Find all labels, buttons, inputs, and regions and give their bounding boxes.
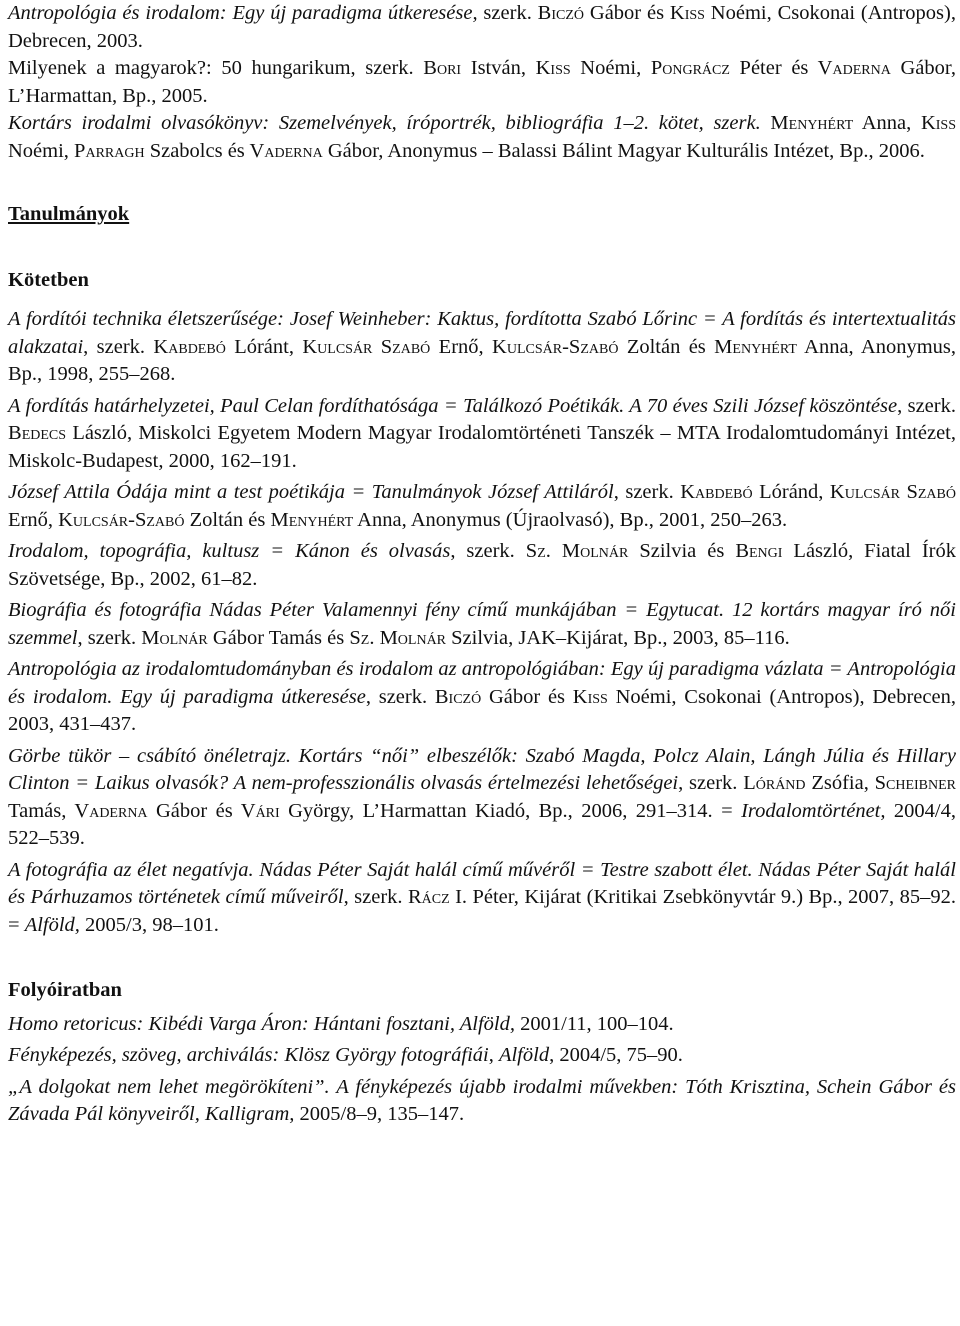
entry-text-run: Antropológia az irodalomtudományban és irodalom az antropológiában: Egy új paradigma vázlata = Antropológia és irodalom. Egy új paradigma útkeresése (8, 658, 956, 708)
entry-text-run: olnár (580, 540, 629, 562)
entry-text-run: -S (562, 335, 581, 358)
entry-text-run: zabó (917, 481, 956, 503)
entry-text-run: zabó (146, 508, 185, 531)
entry-text-run: ulcsár (317, 335, 373, 358)
entry-text-run: cheibner (886, 772, 957, 794)
entry-text-run: 2005/8–9, 135–147. (294, 1103, 465, 1125)
entry-text-run: zabó (580, 335, 619, 358)
entry-text-run: iss (935, 112, 956, 134)
bibliography-entry (8, 393, 956, 476)
entry-text-run: enyhért (732, 335, 797, 358)
entry-text-run: . M (545, 540, 581, 562)
entry-text-run: Fényképezés, szöveg, archiválás: Klösz György fotográfiái (8, 1044, 489, 1066)
entry-text-run: Homo retoricus: Kibédi Varga Áron: Hántani fosztani, Alföld, (8, 1012, 515, 1035)
entry-text-run: Péter és V (729, 57, 833, 79)
entry-text-run: Zoltán és M (618, 335, 733, 358)
entry-text-run: , szerk. B (365, 685, 449, 708)
entry-text-run: Alföld, (24, 913, 80, 936)
entry-text-run: Gábor, L’Harmattan, Bp., 2005. (8, 57, 956, 107)
entry-text-run: A fordítói technika életszerűsége: Josef Weinheber: Kaktus, fordította Szabó Lőrinc = A fordítás és intertextualitás alakzatai (8, 308, 956, 358)
entry-text-run: Szabolcs és V (144, 139, 265, 162)
entry-text-run: edecs (21, 422, 67, 444)
entry-text-run: Biográfia és fotográfia Nádas Péter Valamennyi fény című munkájában = Egytucat. 12 kortárs magyar író női szemmel (8, 599, 956, 649)
entry-text-run: Ernő, K (430, 335, 507, 358)
entry-text-run: , szerk. K (83, 335, 169, 358)
entry-text-run: ulcsár (72, 508, 129, 531)
entry-text-run: z (360, 626, 370, 649)
bibliography-entry (8, 110, 956, 165)
entry-text-run: László, Miskolci Egyetem Modern Magyar Irodalomtörténeti Tanszék – MTA Irodalomtudományi Intézet, Miskolc-Budapest, 2000, 162–191. (8, 422, 956, 472)
entry-text-run: M (760, 112, 789, 134)
entry-text-run: ongrácz (662, 57, 730, 79)
entry-text-run: László, Fiatal Írók Szövetsége, Bp., 2002, 61–82. (8, 540, 957, 590)
entry-text-run: óránd (755, 772, 806, 794)
entry-text-run: Noémi, Csokonai (Antropos), Debrecen, 2003, 431–437. (8, 685, 956, 735)
entry-text-run: 2004/4, 522–539. (8, 799, 956, 849)
entry-text-run: , (488, 1044, 499, 1066)
entry-text-run: József Attila Ódája mint a test poétikája = Tanulmányok József Attiláról (8, 481, 614, 503)
entry-text-run: I. Péter, Kijárat (Kritikai Zsebkönyvtár 9.) Bp., 2007, 85–92. = (8, 886, 956, 936)
entry-text-run: aderna (89, 799, 148, 822)
entry-text-run: , szerk. R (343, 886, 422, 908)
entry-text-run: Anna, Anonymus (Újraolvasó), Bp., 2001, 250–263. (353, 508, 788, 531)
entry-text-run: Antropológia és irodalom: Egy új paradigma útkeresése, (8, 2, 478, 24)
bibliography-entry (8, 1074, 956, 1129)
entry-text-run: , 2004/5, 75–90. (549, 1044, 683, 1066)
entry-text-run: , szerk. K (613, 481, 696, 503)
entry-text-run: Anna, K (853, 112, 936, 134)
entry-text-run: Zoltán és M (184, 508, 289, 531)
entry-text-run: Ernő, K (8, 508, 73, 531)
entry-text-run: Noémi, P (8, 139, 86, 162)
entry-text-run: iss (587, 685, 608, 708)
entry-text-run: Gábor és V (147, 799, 256, 822)
entry-text-run: Gábor és K (584, 2, 685, 24)
entry-text-run: Irodalom, topográfia, kultusz = Kánon és olvasás (8, 540, 451, 562)
entry-text-run: Noémi, P (570, 57, 663, 79)
bibliography-entry (8, 656, 956, 739)
entry-text-run: iczó (448, 685, 482, 708)
entry-text-run: A fotográfia az élet negatívja. Nádas Péter Saját halál című művéről = Testre szabott élet. Nádas Péter Saját halál és Párhuzamos történetek című műveiről (8, 858, 956, 908)
entry-text-run: Görbe tükör – csábító önéletrajz. Kortárs “női” elbeszélők: Szabó Magda, Polcz Alain, Lángh Júlia és Hillary Clinton = Laikus olvasók? A nem-professzionális olvasás értelmezési lehetőségei (8, 744, 956, 794)
entry-text-run: , szerk. M (77, 626, 160, 649)
bibliography-entry (8, 538, 956, 593)
entry-text-run: . M (369, 626, 398, 649)
entry-text-run: 2005/3, 98–101. (79, 913, 219, 936)
entry-text-run: olnár (397, 626, 447, 649)
entry-text-run: István, K (461, 57, 551, 79)
entry-text-run: Tamás, V (8, 799, 90, 822)
entry-text-run: ulcsár (844, 481, 900, 503)
entry-text-run: abdebó (695, 481, 753, 503)
entry-text-run: A fordítás határhelyzetei, Paul Celan fordíthatósága = Találkozó Poétikák. A 70 éves Szili József köszöntése (8, 394, 898, 417)
entry-text-run: ori (436, 57, 462, 79)
entry-text-run: György, L’Harmattan Kiadó, Bp., 2006, 291–314. = (279, 799, 742, 822)
bibliography-entry (8, 597, 956, 652)
section-heading-tanulmanyok: Tanulmányok (8, 203, 130, 225)
entry-text-run: ácz (421, 886, 450, 908)
entry-text-run: Lóránt, K (225, 335, 318, 358)
entry-text-run: zabó (392, 335, 431, 358)
bibliography-entry (8, 1011, 956, 1039)
entry-text-run: S (899, 481, 918, 503)
bibliography-entry (8, 857, 956, 940)
entry-text-run: enyhért (288, 508, 354, 531)
entry-text-run: , szerk. B (8, 394, 956, 444)
entry-text-run: z (537, 540, 546, 562)
bibliography-entry (8, 479, 956, 534)
entry-text-run: 2001/11, 100–104. (515, 1012, 674, 1035)
bibliography-entry (8, 743, 956, 853)
entry-text-run: , szerk. L (678, 772, 756, 794)
entry-text-run: szerk. B (477, 2, 552, 24)
entry-text-run: ári (255, 799, 280, 822)
bibliography-entry (8, 55, 956, 110)
entry-text-run: Noémi, Csokonai (Antropos), Debrecen, 2003. (8, 2, 956, 52)
subsection-heading-kotetben: Kötetben (8, 268, 89, 291)
entry-text-run: Irodalomtörténet, (741, 799, 886, 822)
entry-text-run: Gábor Tamás és S (207, 626, 361, 649)
entry-text-run: ulcsár (506, 335, 563, 358)
entry-text-run: Lóránd, K (752, 481, 845, 503)
bibliography-entry (8, 0, 956, 55)
kotetben-entries (8, 306, 956, 939)
entry-text-run: „A dolgokat nem lehet megörökíteni”. A fényképezés újabb irodalmi művekben: Tóth Krisztina, Schein Gábor és Závada Pál könyveiről, Kalligram, (8, 1075, 956, 1125)
entry-text-run: iczó (551, 2, 585, 24)
entry-text-run: Alföld (498, 1044, 550, 1066)
entry-text-run: Gábor és K (481, 685, 588, 708)
folyoiratban-entries (8, 1011, 956, 1129)
entry-text-run: , szerk. S (450, 540, 538, 562)
entry-text-run: -S (128, 508, 147, 531)
entry-text-run: aderna (832, 57, 891, 79)
entry-text-run: Gábor, Anonymus – Balassi Bálint Magyar Kulturális Intézet, Bp., 2006. (322, 139, 925, 162)
entry-text-run: Anna, Anonymus, Bp., 1998, 255–268. (8, 335, 957, 385)
bibliography-entry (8, 1042, 956, 1070)
entry-text-run: arragh (85, 139, 145, 162)
entry-text-run: iss (684, 2, 705, 24)
top-entries (8, 0, 956, 165)
bibliography-entry (8, 306, 956, 389)
bibliography-page (8, 0, 956, 1129)
entry-text-run: abdebó (168, 335, 226, 358)
entry-text-run: iss (550, 57, 571, 79)
entry-text-run: Szilvia, JAK–Kijárat, Bp., 2003, 85–116. (446, 626, 790, 649)
entry-text-run: aderna (264, 139, 323, 162)
entry-text-run: Szilvia és B (628, 540, 749, 562)
entry-text-run: Milyenek a magyarok?: 50 hungarikum, szerk. B (8, 57, 437, 79)
entry-text-run: Zsófia, S (805, 772, 887, 794)
entry-text-run: S (372, 335, 393, 358)
entry-text-run: olnár (159, 626, 208, 649)
subsection-heading-folyoiratban: Folyóiratban (8, 979, 122, 1001)
entry-text-run: enyhért (788, 112, 854, 134)
entry-text-run: Kortárs irodalmi olvasókönyv: Szemelvények, íróportrék, bibliográfia 1–2. kötet, szerk. (8, 112, 761, 134)
entry-text-run: engi (749, 540, 783, 562)
